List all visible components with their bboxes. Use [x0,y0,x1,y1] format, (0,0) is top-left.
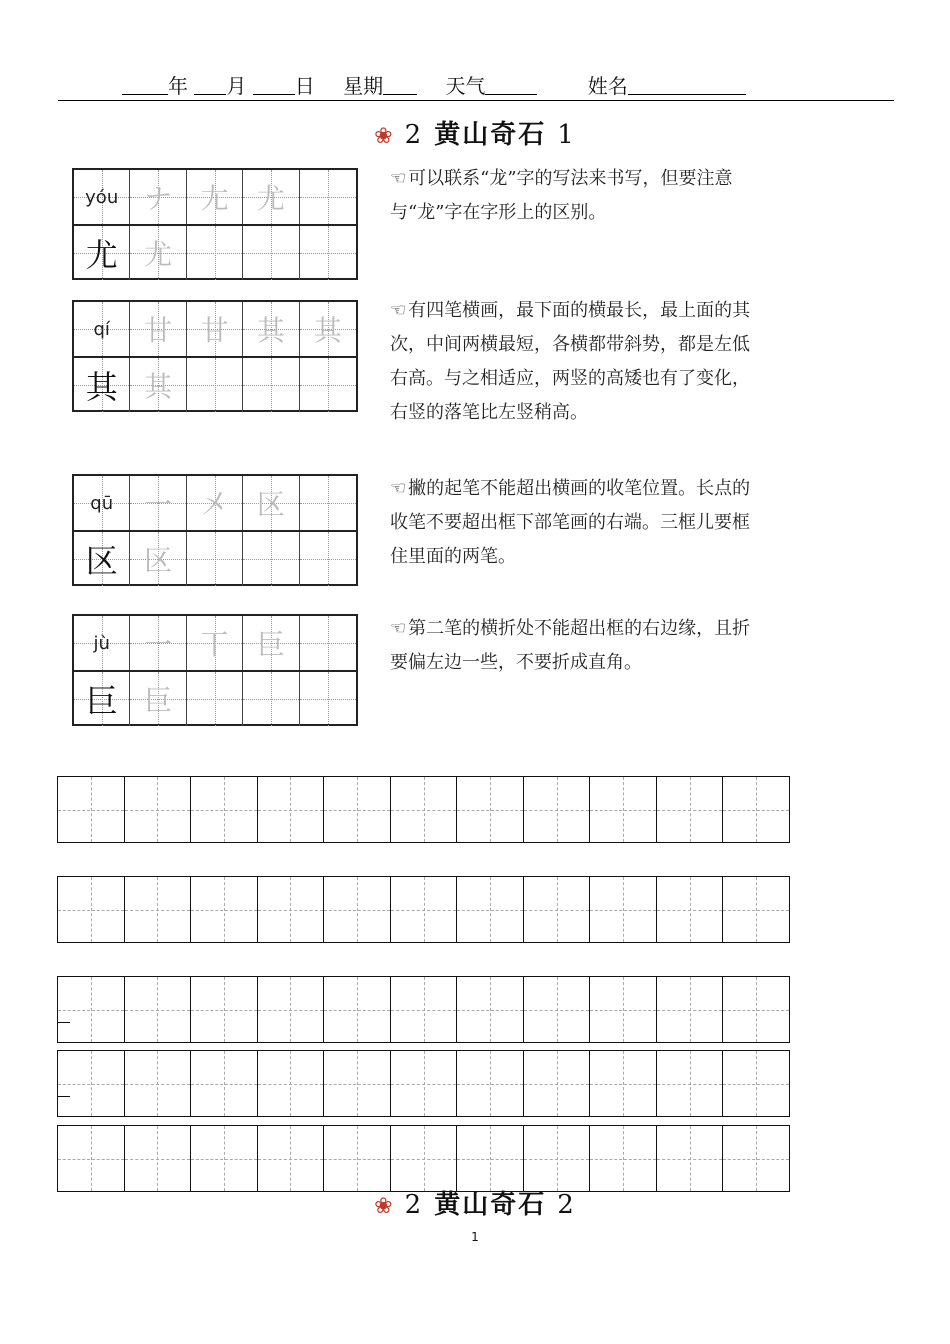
practice-cell[interactable] [58,977,125,1042]
practice-cell[interactable] [191,977,258,1042]
practice-cell[interactable] [324,877,391,942]
practice-cell[interactable] [191,877,258,942]
title-page-number: 1 [557,120,576,150]
writing-cell[interactable] [243,532,299,586]
stroke-step: ナ [144,182,173,215]
stroke-step: 其 [313,314,342,347]
tip-qi [390,294,760,430]
stroke-step: 丅 [200,628,229,661]
writing-cell[interactable] [300,226,356,280]
writing-cell[interactable] [187,672,243,726]
model-character: 区 [85,542,118,580]
stroke-step: 㐅 [200,488,229,521]
practice-cell[interactable] [391,777,458,842]
page-number: 1 [471,1230,479,1244]
tip-text: 撇的起笔不能超出横画的收笔位置。长点的收笔不要超出框下部笔画的右端。三框儿要框住里面的两笔。 [390,478,751,567]
practice-cell[interactable] [391,1126,458,1191]
pointing-hand-icon: ☜ [390,618,407,639]
writing-cell[interactable] [187,532,243,586]
practice-row [57,1125,790,1192]
writing-cell[interactable] [187,226,243,280]
day-blank[interactable] [253,74,295,95]
month-label: 月 [226,74,247,98]
practice-cell[interactable] [324,977,391,1042]
char-block-qi [72,300,358,412]
writing-cell[interactable] [243,226,299,280]
practice-cell[interactable] [125,977,192,1042]
practice-cell[interactable] [590,877,657,942]
stroke-step: 尤 [256,182,285,215]
practice-cell[interactable] [457,1126,524,1191]
model-character: 巨 [85,682,118,720]
practice-cell[interactable] [457,1051,524,1116]
tip-qu [390,472,760,574]
practice-cell[interactable] [391,877,458,942]
stroke-step: 一 [144,488,173,521]
margin-tick [58,1096,70,1097]
char-block-ju [72,614,358,726]
practice-cell[interactable] [58,777,125,842]
practice-cell[interactable] [258,1051,325,1116]
pinyin-label: yóu [85,186,119,208]
tip-text: 第二笔的横折处不能超出框的右边缘，且折要偏左边一些，不要折成直角。 [390,618,751,673]
name-blank[interactable] [628,74,746,95]
lesson-number: 2 [404,120,424,150]
model-character: 其 [85,368,118,406]
pinyin-label: qū [90,492,114,514]
trace-character: 区 [144,544,173,577]
trace-character: 其 [144,370,173,403]
practice-cell[interactable] [125,1051,192,1116]
practice-cell[interactable] [524,877,591,942]
stroke-step: 其 [256,314,285,347]
pinyin-label: jù [93,632,110,654]
flower-icon: ❀ [374,1194,395,1219]
practice-cell[interactable] [125,1126,192,1191]
lesson-title-top [0,114,950,151]
practice-cell[interactable] [324,777,391,842]
weather-label: 天气 [445,74,486,98]
practice-row [57,776,790,843]
char-block-you [72,168,358,280]
writing-cell[interactable] [243,672,299,726]
month-blank[interactable] [194,74,226,95]
tip-text: 有四笔横画，最下面的横最长，最上面的其次，中间两横最短，各横都带斜势，都是左低右高。与之相适应，两竖的高矮也有了变化，右竖的落笔比左竖稍高。 [390,300,751,423]
practice-row [57,1050,790,1117]
lesson-number: 2 [404,1190,424,1220]
practice-cell[interactable] [723,1126,789,1191]
practice-cell[interactable] [657,1051,724,1116]
tip-ju [390,612,760,680]
tip-you [390,162,760,230]
pointing-hand-icon: ☜ [390,168,407,189]
practice-cell[interactable] [191,1126,258,1191]
writing-cell[interactable] [187,358,243,412]
stroke-step: 甘 [200,314,229,347]
weather-blank[interactable] [485,74,537,95]
stroke-step: 区 [256,488,285,521]
empty-cell[interactable] [300,170,356,224]
writing-cell[interactable] [300,358,356,412]
practice-cell[interactable] [258,977,325,1042]
practice-cell[interactable] [524,777,591,842]
tip-text: 可以联系“龙”字的写法来书写，但要注意与“龙”字在字形上的区别。 [390,168,733,223]
practice-cell[interactable] [391,1051,458,1116]
practice-row [57,876,790,943]
practice-cell[interactable] [657,1126,724,1191]
trace-character: 巨 [144,684,173,717]
pinyin-label: qí [93,318,110,340]
practice-cell[interactable] [258,1126,325,1191]
lesson-name: 黄山奇石 [434,1190,547,1220]
title-page-number: 2 [557,1190,576,1220]
practice-cell[interactable] [457,877,524,942]
stroke-step: 一 [144,628,173,661]
year-blank[interactable] [122,74,168,95]
weekday-label: 星期 [343,74,384,98]
flower-icon: ❀ [374,124,395,149]
practice-cell[interactable] [125,777,192,842]
writing-cell[interactable] [243,358,299,412]
practice-cell[interactable] [457,777,524,842]
practice-cell[interactable] [723,877,789,942]
practice-cell[interactable] [324,1126,391,1191]
lesson-title-bottom [0,1184,950,1221]
practice-cell[interactable] [324,1051,391,1116]
practice-cell[interactable] [524,1126,591,1191]
practice-cell[interactable] [657,877,724,942]
practice-cell[interactable] [524,1051,591,1116]
stroke-step: 甘 [144,314,173,347]
margin-tick [58,1022,70,1023]
practice-cell[interactable] [590,1126,657,1191]
year-label: 年 [168,74,188,98]
writing-cell[interactable] [300,532,356,586]
name-label: 姓名 [587,74,628,98]
practice-cell[interactable] [258,777,325,842]
header-info-line [58,72,894,101]
practice-cell[interactable] [524,977,591,1042]
trace-character: 尤 [144,238,173,271]
practice-cell[interactable] [723,977,789,1042]
char-block-qu [72,474,358,586]
practice-row [57,976,790,1043]
practice-cell[interactable] [657,977,724,1042]
lesson-name: 黄山奇石 [434,120,547,150]
practice-cell[interactable] [191,1051,258,1116]
practice-cell[interactable] [457,977,524,1042]
practice-cell[interactable] [657,777,724,842]
practice-cell[interactable] [590,977,657,1042]
practice-cell[interactable] [58,877,125,942]
practice-cell[interactable] [723,777,789,842]
practice-cell[interactable] [125,877,192,942]
weekday-blank[interactable] [383,74,417,95]
pointing-hand-icon: ☜ [390,478,407,499]
day-label: 日 [294,74,315,98]
practice-cell[interactable] [391,977,458,1042]
practice-cell[interactable] [58,1051,125,1116]
practice-cell[interactable] [58,1126,125,1191]
model-character: 尤 [85,236,118,274]
practice-cell[interactable] [723,1051,789,1116]
writing-cell[interactable] [300,672,356,726]
practice-cell[interactable] [590,777,657,842]
practice-cell[interactable] [590,1051,657,1116]
empty-cell[interactable] [300,616,356,670]
practice-cell[interactable] [191,777,258,842]
pointing-hand-icon: ☜ [390,300,407,321]
stroke-step: 巨 [256,628,285,661]
practice-cell[interactable] [258,877,325,942]
stroke-step: 尢 [200,182,229,215]
empty-cell[interactable] [300,476,356,530]
